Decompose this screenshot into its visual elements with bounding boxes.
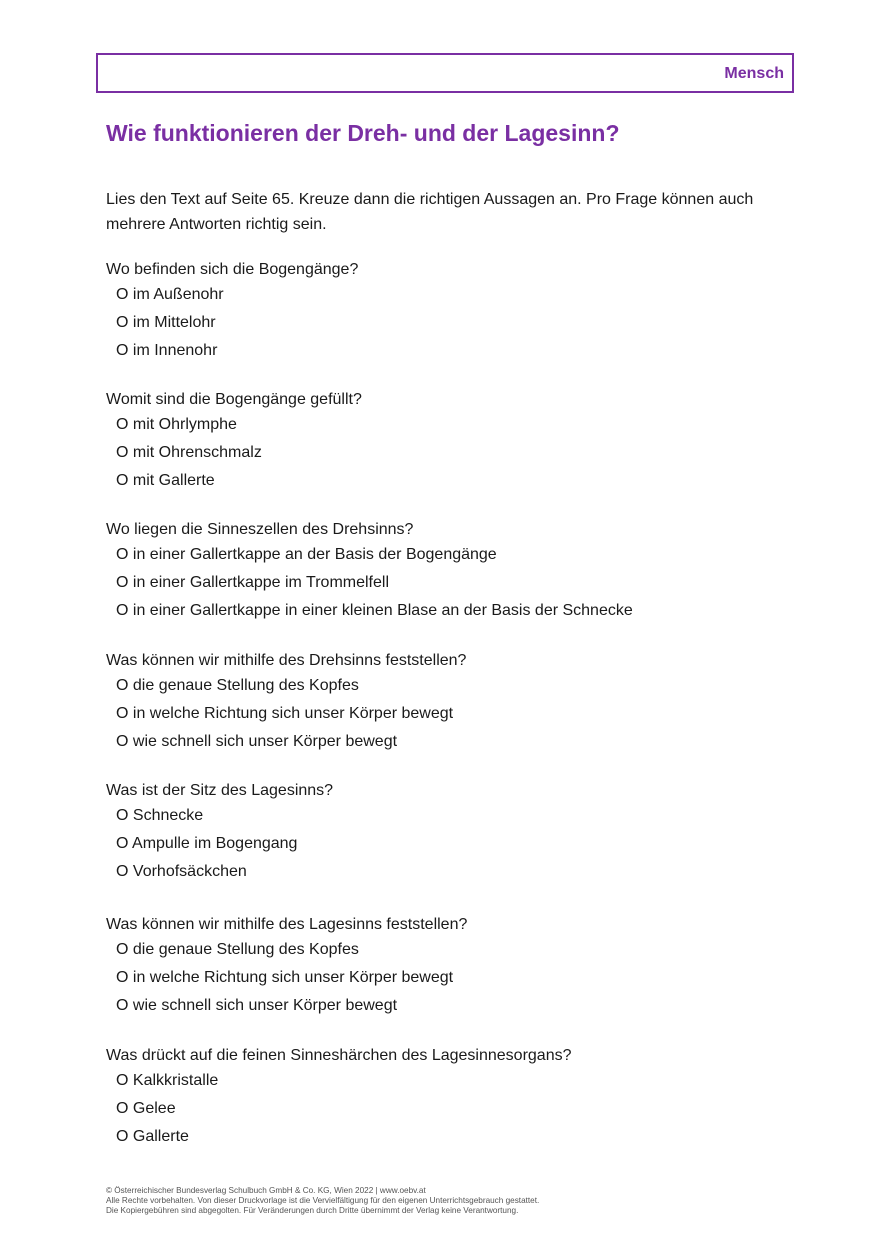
checkbox-circle-icon[interactable]: O	[116, 472, 129, 489]
question-7	[106, 1046, 806, 1147]
checkbox-circle-icon[interactable]: O	[116, 835, 129, 852]
checkbox-circle-icon[interactable]: O	[116, 314, 129, 331]
subject-tag: Mensch	[724, 65, 784, 82]
answer-option[interactable]	[106, 573, 806, 593]
answer-option[interactable]	[106, 1071, 806, 1091]
answer-option-label: Gallerte	[132, 1128, 189, 1145]
answer-option-label: in einer Gallertkappe in einer kleinen Blase an der Basis der Schnecke	[132, 602, 633, 619]
answer-option-label: in einer Gallertkappe im Trommelfell	[132, 574, 389, 591]
checkbox-circle-icon[interactable]: O	[116, 733, 129, 750]
answer-option-label: in einer Gallertkappe an der Basis der Bogengänge	[132, 546, 497, 563]
answer-option[interactable]	[106, 415, 806, 435]
checkbox-circle-icon[interactable]: O	[116, 1100, 129, 1117]
answer-option-label: in welche Richtung sich unser Körper bewegt	[132, 705, 454, 722]
question-4	[106, 651, 806, 752]
answer-option[interactable]	[106, 545, 806, 565]
answer-option[interactable]	[106, 732, 806, 752]
answer-option-label: im Innenohr	[132, 342, 218, 359]
checkbox-circle-icon[interactable]: O	[116, 677, 129, 694]
answer-option[interactable]	[106, 285, 806, 305]
answer-option-label: in welche Richtung sich unser Körper bewegt	[132, 969, 454, 986]
checkbox-circle-icon[interactable]: O	[116, 602, 129, 619]
question-3	[106, 520, 806, 621]
checkbox-circle-icon[interactable]: O	[116, 997, 129, 1014]
answer-option[interactable]	[106, 341, 806, 361]
question-text: Was drückt auf die feinen Sinneshärchen des Lagesinnesorgans?	[106, 1047, 572, 1064]
question-text: Wo befinden sich die Bogengänge?	[106, 261, 359, 278]
checkbox-circle-icon[interactable]: O	[116, 969, 129, 986]
question-text: Was können wir mithilfe des Drehsinns feststellen?	[106, 652, 467, 669]
question-text: Wo liegen die Sinneszellen des Drehsinns?	[106, 521, 414, 538]
question-text: Womit sind die Bogengänge gefüllt?	[106, 391, 362, 408]
answer-option-label: die genaue Stellung des Kopfes	[132, 941, 359, 958]
header-box	[96, 53, 794, 93]
answer-option-label: mit Ohrenschmalz	[132, 444, 262, 461]
checkbox-circle-icon[interactable]: O	[116, 705, 129, 722]
footer-line: Alle Rechte vorbehalten. Von dieser Druckvorlage ist die Vervielfältigung für den eigenen Unterrichtsgebrauch gestattet.	[106, 1196, 540, 1205]
answer-option[interactable]	[106, 704, 806, 724]
question-text: Was können wir mithilfe des Lagesinns feststellen?	[106, 916, 468, 933]
answer-option[interactable]	[106, 968, 806, 988]
answer-option-label: Vorhofsäckchen	[132, 863, 247, 880]
copyright-footer	[106, 1186, 539, 1216]
instructions: Lies den Text auf Seite 65. Kreuze dann die richtigen Aussagen an. Pro Frage können auch mehrere Antworten richtig sein.	[106, 191, 754, 233]
answer-options	[106, 806, 806, 882]
answer-options	[106, 676, 806, 752]
answer-options	[106, 940, 806, 1016]
checkbox-circle-icon[interactable]: O	[116, 416, 129, 433]
answer-option-label: Schnecke	[132, 807, 204, 824]
answer-option-label: im Außenohr	[132, 286, 224, 303]
checkbox-circle-icon[interactable]: O	[116, 574, 129, 591]
answer-option[interactable]	[106, 676, 806, 696]
question-6	[106, 915, 806, 1016]
answer-option[interactable]	[106, 313, 806, 333]
answer-options	[106, 415, 806, 491]
question-2	[106, 390, 806, 491]
checkbox-circle-icon[interactable]: O	[116, 546, 129, 563]
answer-options	[106, 285, 806, 361]
answer-option-label: Kalkkristalle	[132, 1072, 219, 1089]
answer-option[interactable]	[106, 806, 806, 826]
answer-option-label: mit Gallerte	[132, 472, 215, 489]
checkbox-circle-icon[interactable]: O	[116, 286, 129, 303]
question-1	[106, 260, 806, 361]
answer-option-label: die genaue Stellung des Kopfes	[132, 677, 359, 694]
answer-option[interactable]	[106, 471, 806, 491]
answer-option-label: mit Ohrlymphe	[132, 416, 237, 433]
answer-options	[106, 545, 806, 621]
checkbox-circle-icon[interactable]: O	[116, 1072, 129, 1089]
answer-option[interactable]	[106, 1127, 806, 1147]
checkbox-circle-icon[interactable]: O	[116, 863, 129, 880]
answer-option-label: wie schnell sich unser Körper bewegt	[132, 733, 398, 750]
checkbox-circle-icon[interactable]: O	[116, 444, 129, 461]
answer-option-label: Ampulle im Bogengang	[132, 835, 298, 852]
checkbox-circle-icon[interactable]: O	[116, 1128, 129, 1145]
footer-line: © Österreichischer Bundesverlag Schulbuch GmbH & Co. KG, Wien 2022 | www.oebv.at	[106, 1186, 426, 1195]
answer-option[interactable]	[106, 601, 806, 621]
answer-option[interactable]	[106, 1099, 806, 1119]
answer-option-label: Gelee	[132, 1100, 176, 1117]
answer-options	[106, 1071, 806, 1147]
answer-option[interactable]	[106, 443, 806, 463]
checkbox-circle-icon[interactable]: O	[116, 941, 129, 958]
checkbox-circle-icon[interactable]: O	[116, 807, 129, 824]
footer-line: Die Kopiergebühren sind abgegolten. Für Veränderungen durch Dritte übernimmt der Verlag keine Verantwortung.	[106, 1206, 519, 1215]
answer-option[interactable]	[106, 940, 806, 960]
question-5	[106, 781, 806, 882]
answer-option-label: im Mittelohr	[132, 314, 216, 331]
answer-option[interactable]	[106, 996, 806, 1016]
answer-option[interactable]	[106, 862, 806, 882]
checkbox-circle-icon[interactable]: O	[116, 342, 129, 359]
question-text: Was ist der Sitz des Lagesinns?	[106, 782, 334, 799]
answer-option[interactable]	[106, 834, 806, 854]
answer-option-label: wie schnell sich unser Körper bewegt	[132, 997, 398, 1014]
page-title: Wie funktionieren der Dreh- und der Lagesinn?	[106, 120, 620, 146]
